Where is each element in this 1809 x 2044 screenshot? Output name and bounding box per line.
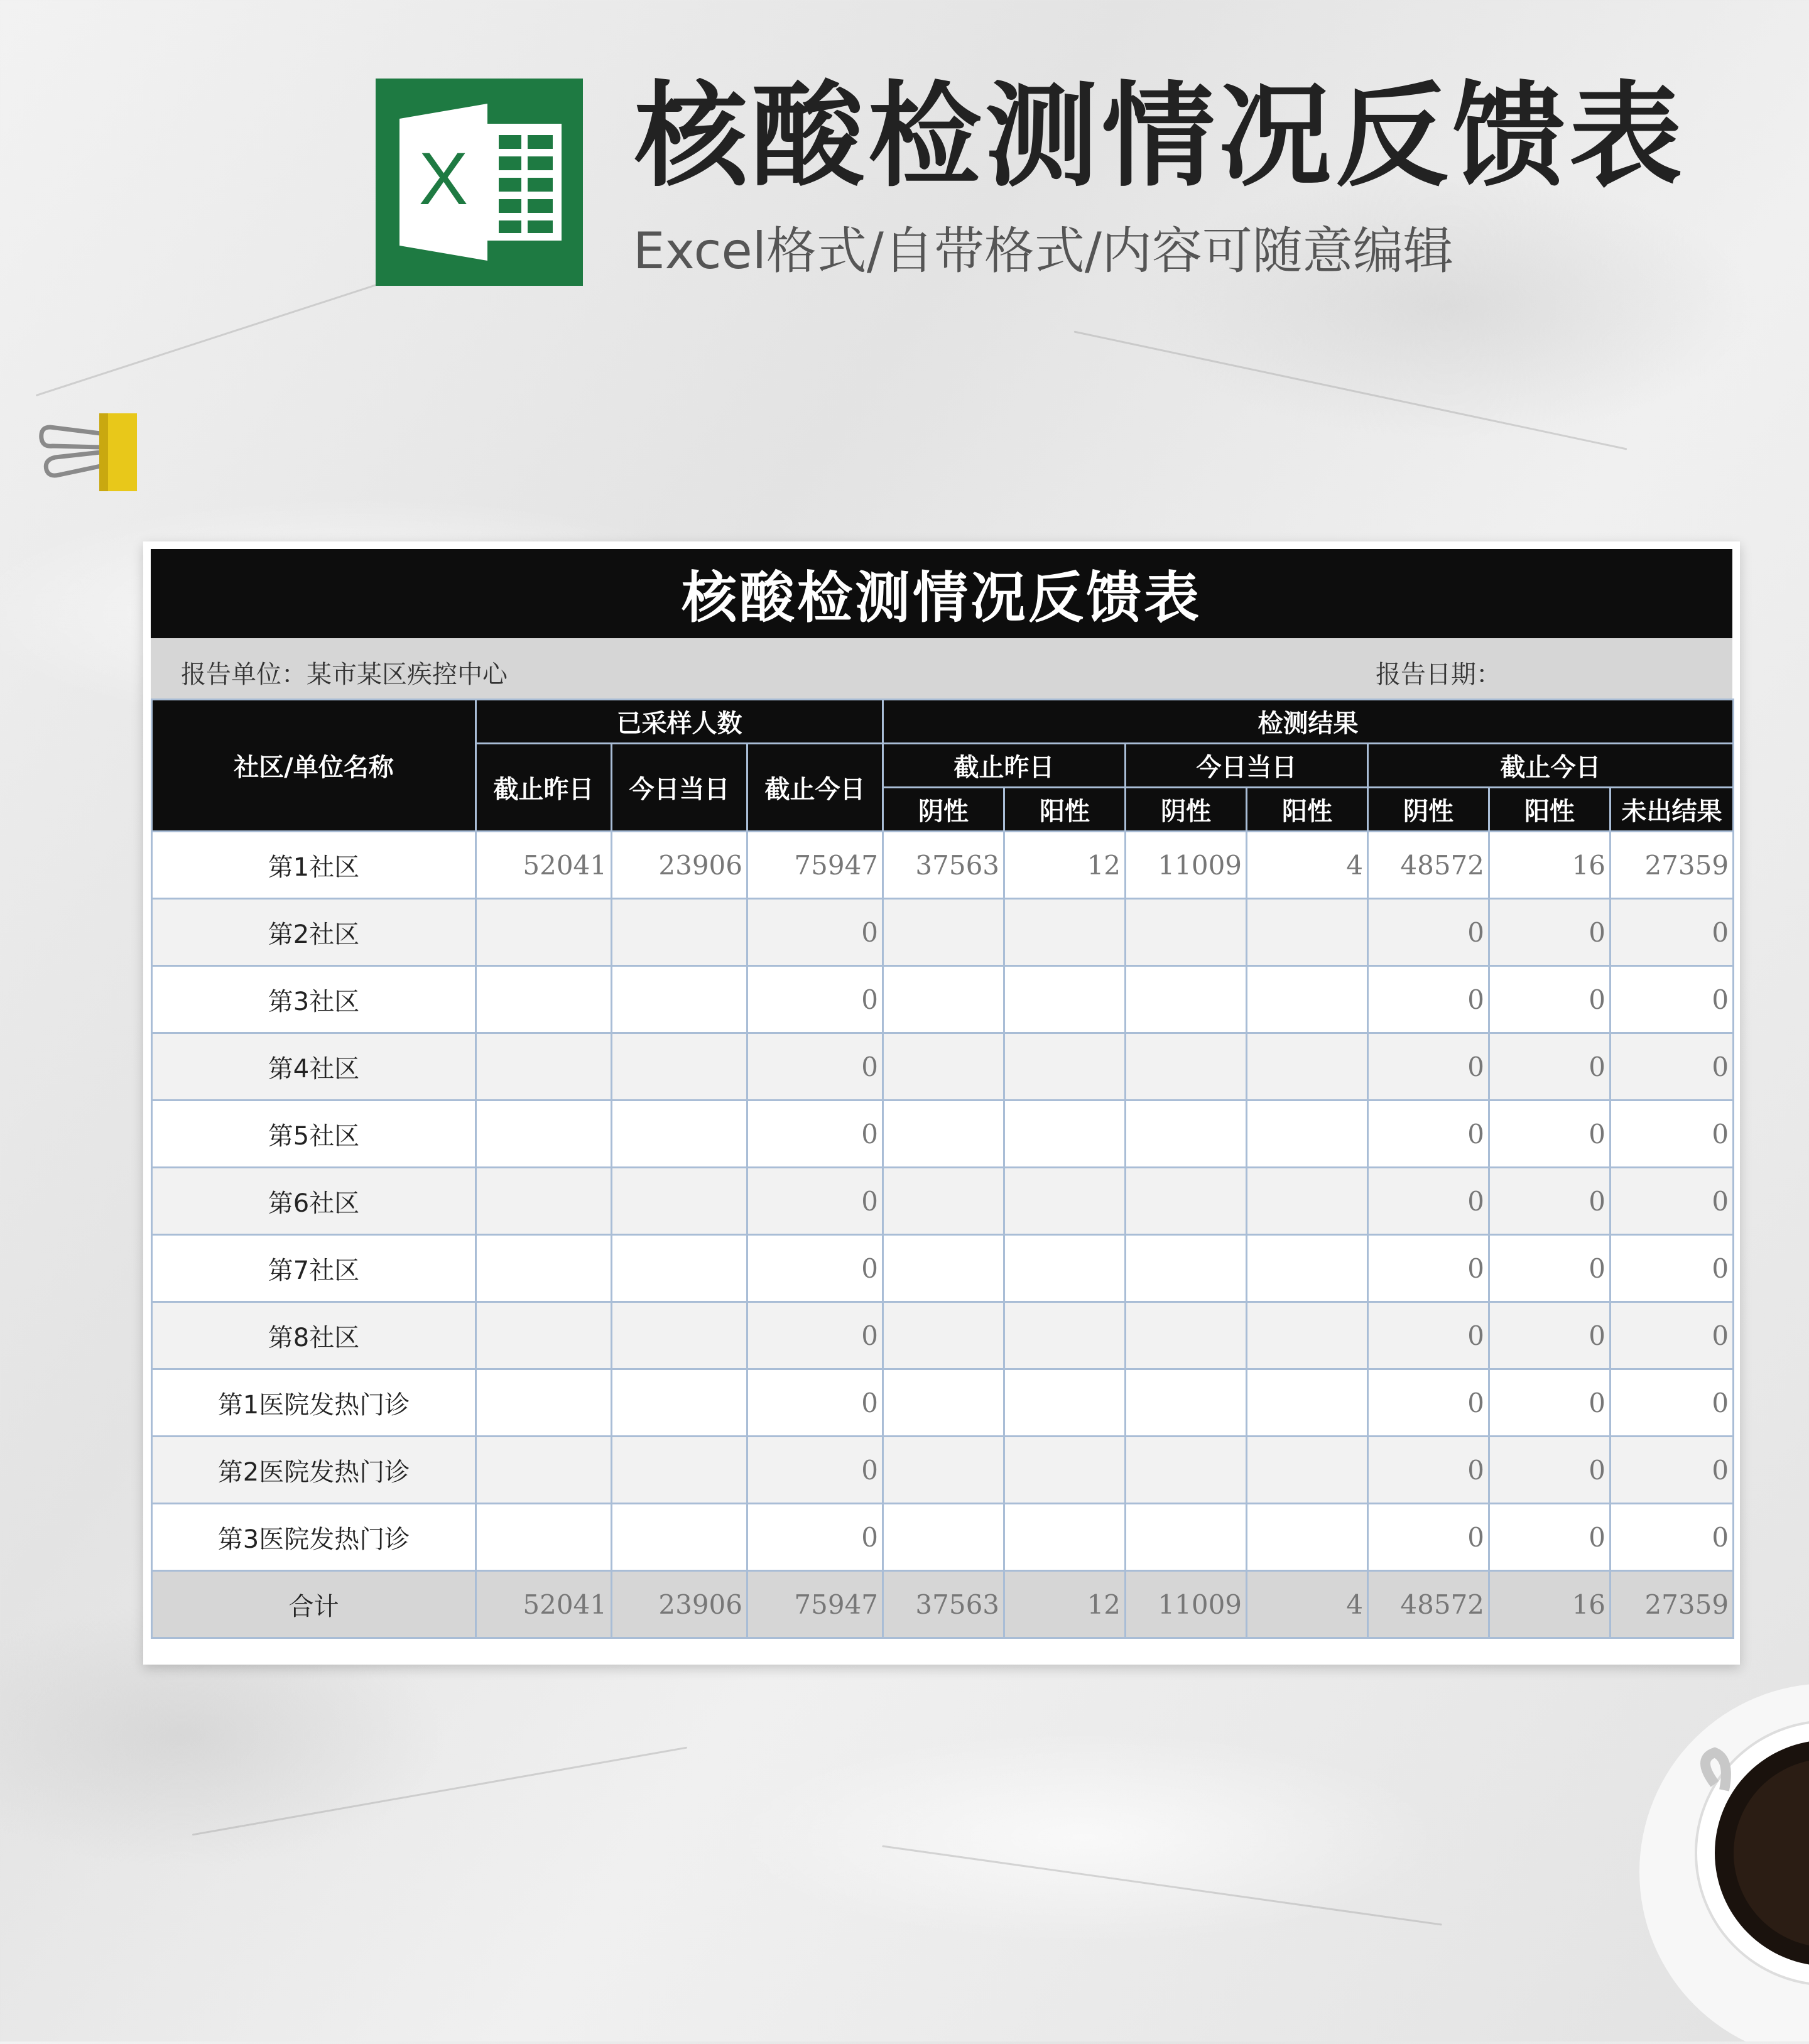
row-name-cell: 第1社区 — [152, 832, 476, 899]
value-cell — [1126, 966, 1247, 1033]
row-name-cell: 第7社区 — [152, 1235, 476, 1302]
marble-vein — [1074, 330, 1627, 450]
value-cell — [1247, 1033, 1368, 1101]
value-cell: 4 — [1247, 1571, 1368, 1638]
value-cell — [1004, 1235, 1126, 1302]
table-row — [152, 832, 1734, 899]
col-header-sampled: 已采样人数 — [476, 700, 883, 744]
value-cell: 0 — [1368, 899, 1489, 966]
value-cell — [1004, 1101, 1126, 1168]
value-cell: 11009 — [1126, 832, 1247, 899]
value-cell — [612, 966, 747, 1033]
row-name-cell: 第2社区 — [152, 899, 476, 966]
value-cell — [1126, 1302, 1247, 1369]
value-cell — [1247, 1302, 1368, 1369]
data-table — [151, 699, 1734, 1639]
value-cell — [1126, 1504, 1247, 1571]
coffee-cup-icon — [1621, 1665, 1809, 2041]
row-name-cell: 第1医院发热门诊 — [152, 1369, 476, 1437]
value-cell — [883, 1168, 1004, 1235]
value-cell: 23906 — [612, 832, 747, 899]
value-cell: 27359 — [1611, 832, 1734, 899]
value-cell — [612, 1101, 747, 1168]
report-unit: 报告单位：某市某区疾控中心 — [181, 660, 508, 689]
value-cell: 0 — [1368, 1504, 1489, 1571]
value-cell: 0 — [747, 899, 883, 966]
col-header-results-today: 今日当日 — [1126, 744, 1368, 788]
value-cell: 0 — [747, 1302, 883, 1369]
value-cell: 0 — [1489, 1369, 1611, 1437]
logo-letter: X — [418, 138, 469, 220]
value-cell — [612, 1168, 747, 1235]
value-cell: 0 — [1368, 1369, 1489, 1437]
value-cell — [883, 1369, 1004, 1437]
value-cell — [476, 1437, 612, 1504]
value-cell: 0 — [1611, 966, 1734, 1033]
marble-vein — [882, 1845, 1442, 1925]
value-cell — [1126, 899, 1247, 966]
value-cell — [1004, 966, 1126, 1033]
value-cell — [476, 1101, 612, 1168]
row-name-cell: 第3社区 — [152, 966, 476, 1033]
col-header-results: 检测结果 — [883, 700, 1734, 744]
value-cell — [476, 966, 612, 1033]
value-cell — [1247, 1101, 1368, 1168]
col-header-negative: 阴性 — [1126, 788, 1247, 832]
value-cell — [612, 899, 747, 966]
col-header-no-result: 未出结果 — [1611, 788, 1734, 832]
value-cell — [1247, 966, 1368, 1033]
value-cell — [883, 1437, 1004, 1504]
value-cell: 27359 — [1611, 1571, 1734, 1638]
value-cell — [612, 1369, 747, 1437]
value-cell — [612, 1302, 747, 1369]
value-cell — [476, 1504, 612, 1571]
value-cell — [1004, 899, 1126, 966]
value-cell: 0 — [1489, 1033, 1611, 1101]
value-cell — [1126, 1437, 1247, 1504]
value-cell: 0 — [1489, 1168, 1611, 1235]
value-cell — [1247, 1369, 1368, 1437]
value-cell — [476, 1369, 612, 1437]
marble-vein — [192, 1747, 687, 1836]
value-cell: 0 — [1489, 899, 1611, 966]
value-cell: 0 — [1611, 1369, 1734, 1437]
row-name-cell: 合计 — [152, 1571, 476, 1638]
value-cell — [1126, 1235, 1247, 1302]
value-cell: 0 — [747, 1235, 883, 1302]
table-row — [152, 1235, 1734, 1302]
value-cell — [1004, 1033, 1126, 1101]
value-cell: 0 — [1611, 1168, 1734, 1235]
table-row — [152, 1302, 1734, 1369]
sheet-title: 核酸检测情况反馈表 — [151, 549, 1732, 638]
value-cell — [1004, 1168, 1126, 1235]
col-header-sampled-total: 截止今日 — [747, 744, 883, 832]
value-cell — [612, 1033, 747, 1101]
value-cell: 0 — [1611, 1033, 1734, 1101]
value-cell: 23906 — [612, 1571, 747, 1638]
value-cell: 0 — [747, 1504, 883, 1571]
value-cell: 0 — [1368, 1235, 1489, 1302]
value-cell — [1247, 1168, 1368, 1235]
value-cell: 37563 — [883, 832, 1004, 899]
value-cell: 0 — [1368, 1033, 1489, 1101]
value-cell — [476, 1033, 612, 1101]
value-cell: 0 — [747, 1033, 883, 1101]
row-name-cell: 第4社区 — [152, 1033, 476, 1101]
value-cell — [1004, 1302, 1126, 1369]
table-row — [152, 899, 1734, 966]
value-cell — [476, 1235, 612, 1302]
table-row — [152, 1369, 1734, 1437]
value-cell — [476, 899, 612, 966]
value-cell — [883, 1235, 1004, 1302]
col-header-name: 社区/单位名称 — [152, 700, 476, 832]
value-cell — [1126, 1369, 1247, 1437]
value-cell — [1004, 1437, 1126, 1504]
value-cell: 0 — [1611, 1235, 1734, 1302]
col-header-negative: 阴性 — [883, 788, 1004, 832]
value-cell — [883, 1504, 1004, 1571]
value-cell: 0 — [1368, 1302, 1489, 1369]
value-cell: 48572 — [1368, 832, 1489, 899]
value-cell: 0 — [747, 1101, 883, 1168]
value-cell — [1247, 1235, 1368, 1302]
table-row — [152, 1033, 1734, 1101]
value-cell: 52041 — [476, 1571, 612, 1638]
value-cell: 16 — [1489, 832, 1611, 899]
col-header-negative: 阴性 — [1368, 788, 1489, 832]
col-header-sampled-yesterday: 截止昨日 — [476, 744, 612, 832]
value-cell: 0 — [747, 1168, 883, 1235]
col-header-sampled-today: 今日当日 — [612, 744, 747, 832]
excel-logo-icon — [376, 79, 583, 286]
row-name-cell: 第2医院发热门诊 — [152, 1437, 476, 1504]
value-cell — [883, 899, 1004, 966]
value-cell — [883, 966, 1004, 1033]
value-cell: 0 — [747, 1437, 883, 1504]
value-cell: 0 — [1611, 899, 1734, 966]
row-name-cell: 第8社区 — [152, 1302, 476, 1369]
value-cell: 0 — [1489, 966, 1611, 1033]
meta-bar — [151, 638, 1732, 699]
col-header-results-yesterday: 截止昨日 — [883, 744, 1126, 788]
value-cell: 0 — [1611, 1504, 1734, 1571]
value-cell: 12 — [1004, 832, 1126, 899]
value-cell: 0 — [1489, 1235, 1611, 1302]
table-row — [152, 1101, 1734, 1168]
value-cell: 0 — [1611, 1437, 1734, 1504]
value-cell: 12 — [1004, 1571, 1126, 1638]
value-cell: 0 — [1368, 1437, 1489, 1504]
col-header-positive: 阳性 — [1004, 788, 1126, 832]
page-subtitle: Excel格式/自带格式/内容可随意编辑 — [633, 222, 1453, 280]
value-cell: 75947 — [747, 1571, 883, 1638]
col-header-results-total: 截止今日 — [1368, 744, 1734, 788]
value-cell — [1247, 1504, 1368, 1571]
value-cell: 4 — [1247, 832, 1368, 899]
page-title: 核酸检测情况反馈表 — [634, 71, 1687, 202]
value-cell: 0 — [1611, 1101, 1734, 1168]
value-cell: 0 — [1368, 966, 1489, 1033]
row-name-cell: 第6社区 — [152, 1168, 476, 1235]
value-cell: 0 — [1489, 1302, 1611, 1369]
value-cell: 0 — [747, 966, 883, 1033]
col-header-positive: 阳性 — [1247, 788, 1368, 832]
value-cell: 0 — [1368, 1168, 1489, 1235]
table-row — [152, 966, 1734, 1033]
value-cell: 16 — [1489, 1571, 1611, 1638]
value-cell: 37563 — [883, 1571, 1004, 1638]
value-cell — [883, 1101, 1004, 1168]
binder-clip-icon — [38, 408, 151, 496]
value-cell — [1004, 1369, 1126, 1437]
value-cell: 11009 — [1126, 1571, 1247, 1638]
value-cell — [612, 1235, 747, 1302]
value-cell — [1247, 899, 1368, 966]
value-cell — [476, 1168, 612, 1235]
value-cell: 0 — [747, 1369, 883, 1437]
value-cell — [1004, 1504, 1126, 1571]
value-cell — [1247, 1437, 1368, 1504]
value-cell — [883, 1302, 1004, 1369]
value-cell: 48572 — [1368, 1571, 1489, 1638]
value-cell: 0 — [1489, 1101, 1611, 1168]
row-name-cell: 第3医院发热门诊 — [152, 1504, 476, 1571]
value-cell — [612, 1437, 747, 1504]
table-row — [152, 1437, 1734, 1504]
row-name-cell: 第5社区 — [152, 1101, 476, 1168]
value-cell: 0 — [1489, 1504, 1611, 1571]
table-row — [152, 1504, 1734, 1571]
value-cell: 0 — [1368, 1101, 1489, 1168]
value-cell: 52041 — [476, 832, 612, 899]
value-cell — [1126, 1033, 1247, 1101]
value-cell — [1126, 1101, 1247, 1168]
col-header-positive: 阳性 — [1489, 788, 1611, 832]
value-cell — [1126, 1168, 1247, 1235]
total-row — [152, 1571, 1734, 1638]
value-cell — [612, 1504, 747, 1571]
value-cell: 75947 — [747, 832, 883, 899]
value-cell — [476, 1302, 612, 1369]
report-sheet — [143, 541, 1740, 1665]
table-row — [152, 1168, 1734, 1235]
value-cell: 0 — [1489, 1437, 1611, 1504]
report-date: 报告日期： — [1376, 660, 1501, 689]
value-cell — [883, 1033, 1004, 1101]
value-cell: 0 — [1611, 1302, 1734, 1369]
